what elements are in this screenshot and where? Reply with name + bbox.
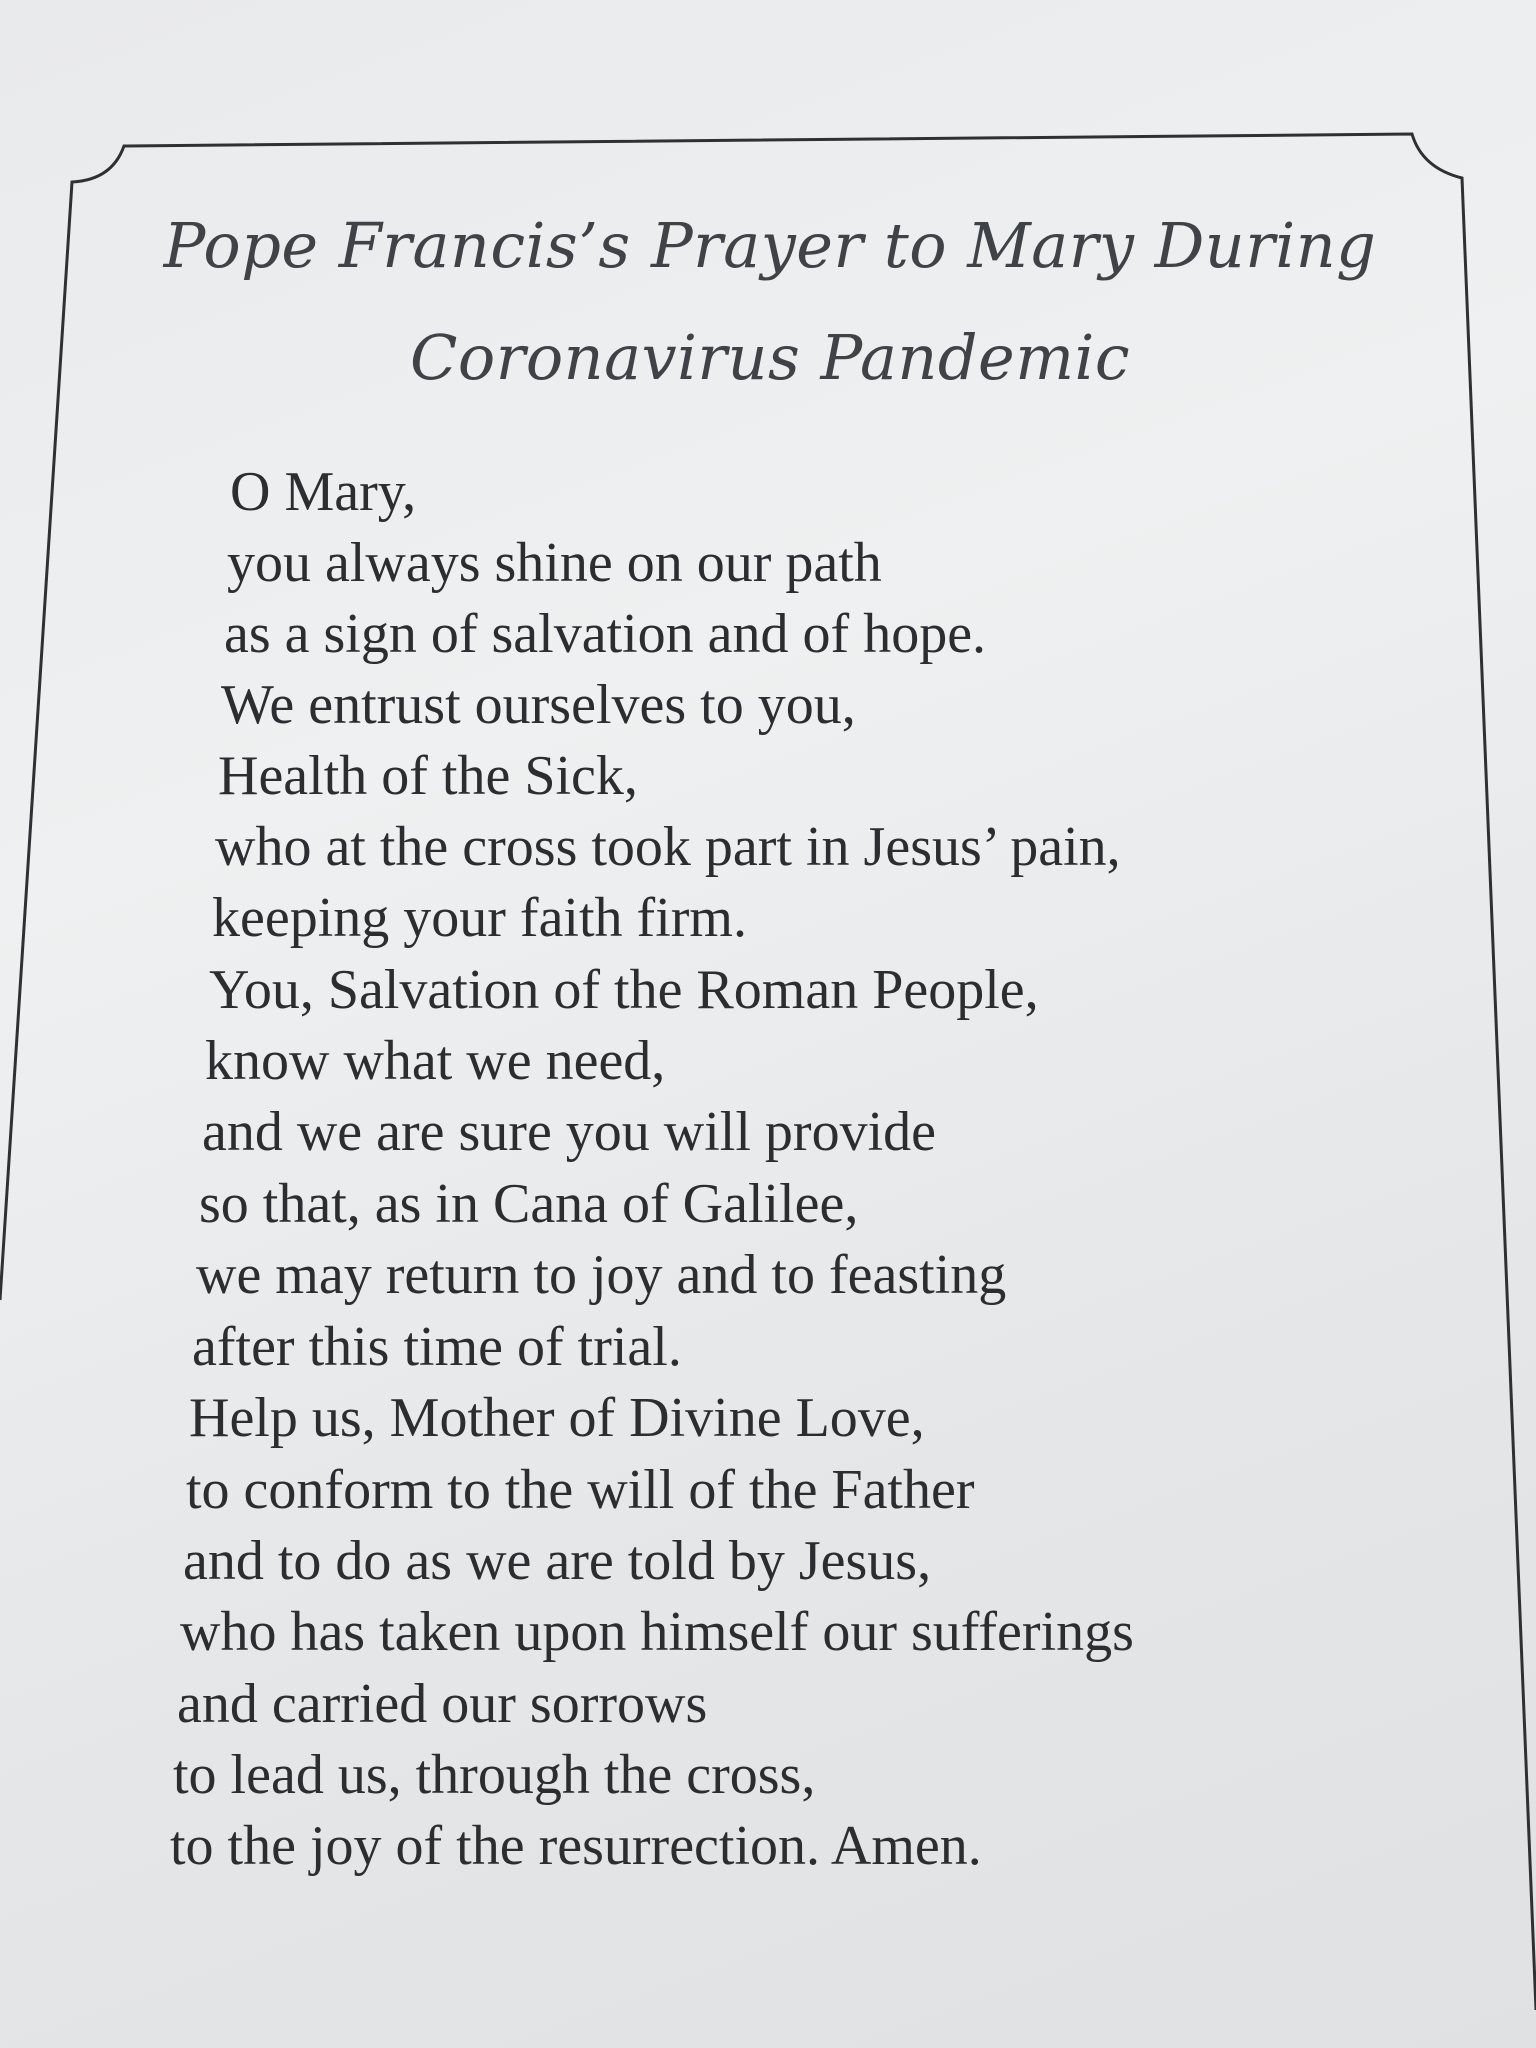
- prayer-line: we may return to joy and to feasting: [196, 1244, 1007, 1306]
- prayer-line: you always shine on our path: [227, 532, 882, 594]
- prayer-line: who has taken upon himself our sufferings: [180, 1601, 1134, 1663]
- prayer-line: after this time of trial.: [192, 1316, 682, 1378]
- prayer-line: and carried our sorrows: [177, 1673, 708, 1735]
- prayer-line: so that, as in Cana of Galilee,: [199, 1173, 859, 1235]
- prayer-line: and we are sure you will provide: [202, 1101, 936, 1163]
- prayer-line: Health of the Sick,: [218, 745, 638, 807]
- prayer-line: We entrust ourselves to you,: [221, 674, 856, 736]
- title-line-2: Coronavirus Pandemic: [409, 321, 1131, 394]
- prayer-line: keeping your faith firm.: [212, 887, 747, 949]
- prayer-line: to the joy of the resurrection. Amen.: [170, 1815, 982, 1877]
- prayer-line: know what we need,: [205, 1030, 666, 1092]
- prayer-line: O Mary,: [230, 461, 417, 523]
- prayer-line: to conform to the will of the Father: [186, 1459, 975, 1521]
- prayer-line: You, Salvation of the Roman People,: [209, 959, 1039, 1021]
- prayer-title: [80, 190, 1460, 414]
- prayer-line: as a sign of salvation and of hope.: [224, 603, 987, 665]
- title-line-1: Pope Francis’s Prayer to Mary During: [163, 209, 1377, 282]
- prayer-line: and to do as we are told by Jesus,: [183, 1530, 932, 1592]
- prayer-line: Help us, Mother of Divine Love,: [189, 1387, 925, 1449]
- prayer-line: who at the cross took part in Jesus’ pain,: [215, 816, 1121, 878]
- prayer-line: to lead us, through the cross,: [173, 1744, 816, 1806]
